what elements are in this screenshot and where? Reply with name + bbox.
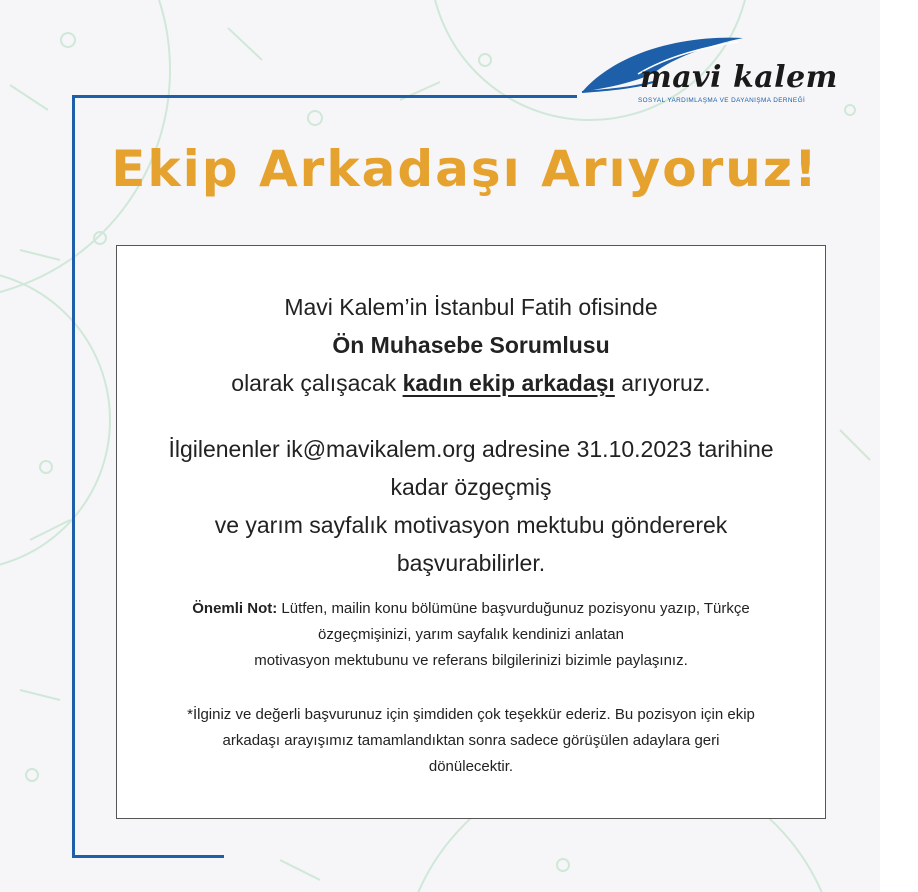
apply-line-1: İlgilenenler ik@mavikalem.org adresine 31.10.2023 tarihine: [168, 436, 774, 462]
intro-line-1: Mavi Kalem’in İstanbul Fatih ofisinde: [284, 294, 658, 320]
frame-bottom-line: [72, 855, 224, 858]
intro-line-3-start: olarak çalışacak: [231, 370, 403, 396]
note-line-2: özgeçmişinizi, yarım sayfalık kendinizi anlatan: [318, 626, 624, 643]
highlight-text: kadın ekip arkadaşı: [402, 370, 615, 396]
thanks-line-1: *İlginiz ve değerli başvurunuz için şimdiden çok teşekkür ederiz. Bu pozisyon için ekip: [187, 706, 755, 723]
announcement-card: [116, 245, 826, 819]
position-title-text: Ön Muhasebe Sorumlusu: [332, 332, 610, 358]
intro-line-3: [117, 370, 825, 397]
logo-subtitle: SOSYAL YARDIMLAŞMA VE DAYANIŞMA DERNEĞİ: [638, 97, 806, 104]
mavi-kalem-logo: [578, 30, 840, 110]
apply-line-2: kadar özgeçmiş: [390, 474, 552, 500]
note-line-1-text: Lütfen, mailin konu bölümüne başvurduğunuz pozisyonu yazıp, Türkçe: [277, 600, 750, 617]
intro-line-3-end: arıyoruz.: [614, 370, 711, 396]
apply-line-4: başvurabilirler.: [396, 550, 546, 576]
page-title: Ekip Arkadaşı Arıyoruz!: [111, 140, 819, 198]
apply-line-3: ve yarım sayfalık motivasyon mektubu göndererek: [214, 512, 728, 538]
thanks-line-2: arkadaşı arayışımız tamamlandıktan sonra sadece görüşülen adaylara geri: [222, 732, 720, 749]
note-line-1: [117, 600, 825, 617]
logo-name: mavi kalem: [640, 60, 838, 95]
position-title: [117, 332, 825, 359]
note-label: Önemli Not:: [192, 600, 278, 617]
note-line-3: motivasyon mektubunu ve referans bilgilerinizi bizimle paylaşınız.: [254, 652, 688, 669]
frame-top-line: [72, 95, 577, 98]
frame-left-line: [72, 95, 75, 857]
thanks-line-3: dönülecektir.: [428, 758, 514, 775]
